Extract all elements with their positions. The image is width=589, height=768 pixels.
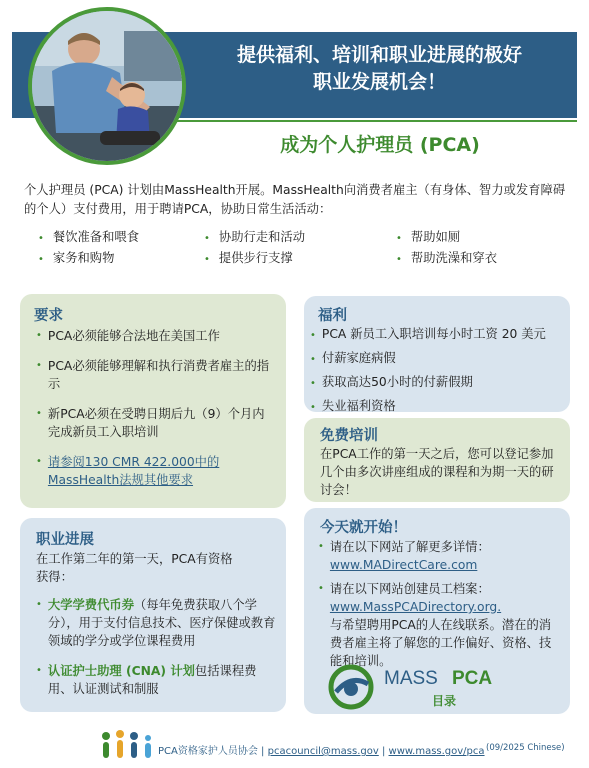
caregiver-child-photo — [32, 11, 182, 161]
masspcadirectory-link[interactable]: www.MassPCADirectory.org. — [329, 600, 502, 614]
bullet-icon: • — [36, 408, 42, 419]
career-box — [20, 518, 286, 712]
requirement-item: • PCA必须能够理解和执行消费者雇主的指示 — [36, 359, 270, 391]
bullet-icon: • — [318, 583, 324, 594]
start-item: • 请在以下网站了解更多详情： www.MADirectCare.com — [318, 540, 490, 572]
banner-title-line2: 职业发展机会！ — [312, 71, 446, 93]
benefit-item: • PCA 新员工入职培训每小时工资 20 美元 — [310, 327, 546, 341]
benefit-item: • 付薪家庭病假 — [310, 351, 396, 365]
bullet-icon: • — [204, 233, 210, 244]
logo-directory-text: 目录 — [432, 694, 457, 708]
duty-item: • 提供步行支撑 — [204, 251, 293, 265]
bullet-icon: • — [318, 541, 324, 552]
bullet-icon: • — [396, 233, 402, 244]
page-subtitle: 成为个人护理员 (PCA) — [280, 134, 480, 156]
mass-pca-directory-logo — [328, 664, 528, 710]
bullet-icon: • — [310, 378, 316, 389]
career-intro: 在工作第二年的第一天，PCA有资格获得： — [36, 552, 233, 584]
get-started-box — [304, 508, 570, 714]
bullet-icon: • — [36, 456, 42, 467]
header-photo — [28, 7, 186, 165]
footer — [0, 730, 589, 768]
duty-item: • 家务和购物 — [38, 251, 115, 265]
benefits-title: 福利 — [318, 308, 347, 324]
intro-paragraph: 个人护理员 (PCA) 计划由MassHealth开展。MassHealth向消费者雇主（有身体、智力或发育障碍的个人）支付费用，用于聘请PCA，协助日常生活活动： — [24, 183, 566, 216]
bullet-icon: • — [36, 330, 42, 341]
logo-mass-text: MASS — [384, 668, 438, 689]
benefit-item: • 失业福利资格 — [310, 399, 396, 413]
requirement-item: • PCA必须能够合法地在美国工作 — [36, 329, 220, 343]
requirements-box — [20, 294, 286, 508]
requirement-item: • 新PCA必须在受聘日期后九（9）个月内完成新员工入职培训 — [36, 407, 265, 439]
bullet-icon: • — [36, 665, 42, 676]
footer-version: (09/2025 Chinese) — [486, 743, 565, 753]
requirements-title: 要求 — [34, 308, 63, 324]
swirl-logo-icon — [328, 664, 374, 710]
logo-pca-text: PCA — [452, 668, 493, 689]
get-started-title: 今天就开始！ — [320, 520, 407, 536]
bullet-icon: • — [310, 354, 316, 365]
regulations-link[interactable]: 请参阅130 CMR 422.000中的MassHealth法规其他要求 — [47, 455, 220, 487]
career-item: • 大学学费代币券（每年免费获取八个学分），用于支付信息技术、医疗保健或教育领域的学分或学位课程费用 — [36, 598, 276, 648]
banner-title — [182, 42, 577, 96]
bullet-icon: • — [38, 254, 44, 265]
career-title: 职业进展 — [36, 532, 94, 548]
bullet-icon: • — [310, 330, 316, 341]
bullet-icon: • — [310, 402, 316, 413]
career-item: • 认证护士助理 (CNA) 计划包括课程费用、认证测试和制服 — [36, 664, 257, 696]
people-logo-icon — [98, 730, 156, 760]
benefit-item: • 获取高达50小时的付薪假期 — [310, 375, 473, 389]
bullet-icon: • — [36, 360, 42, 371]
training-title: 免费培训 — [320, 428, 378, 444]
footer-email-link[interactable]: pcacouncil@mass.gov — [267, 746, 379, 757]
footer-website-link[interactable]: www.mass.gov/pca — [388, 746, 485, 757]
bullet-icon: • — [36, 599, 42, 610]
madirectcare-link[interactable]: www.MADirectCare.com — [329, 558, 478, 572]
benefits-box — [304, 296, 570, 412]
subtitle-rule — [176, 120, 577, 122]
bullet-icon: • — [204, 254, 210, 265]
footer-org: PCA资格家护人员协会 — [158, 746, 258, 757]
bullet-icon: • — [396, 254, 402, 265]
duty-item: • 帮助洗澡和穿衣 — [396, 251, 497, 265]
start-item: • 请在以下网站创建员工档案： www.MassPCADirectory.org. 与希望聘用PCA的人在线联系。潜在的消费者雇主将了解您的工作偏好、资格、技能和培训。 — [318, 582, 552, 668]
requirement-item — [36, 453, 274, 489]
duty-item: • 协助行走和活动 — [204, 230, 305, 244]
footer-line: PCA资格家护人员协会 | pcacouncil@mass.gov | www.mass.gov/pca — [158, 746, 485, 757]
training-text: 在PCA工作的第一天之后，您可以登记参加几个由多次讲座组成的课程和为期一天的研讨会！ — [320, 447, 554, 497]
duty-item: • 帮助如厕 — [396, 230, 461, 244]
duty-item: • 餐饮准备和喂食 — [38, 230, 139, 244]
training-box — [304, 418, 570, 502]
bullet-icon: • — [38, 233, 44, 244]
banner-title-line1: 提供福利、培训和职业进展的极好 — [236, 44, 522, 66]
